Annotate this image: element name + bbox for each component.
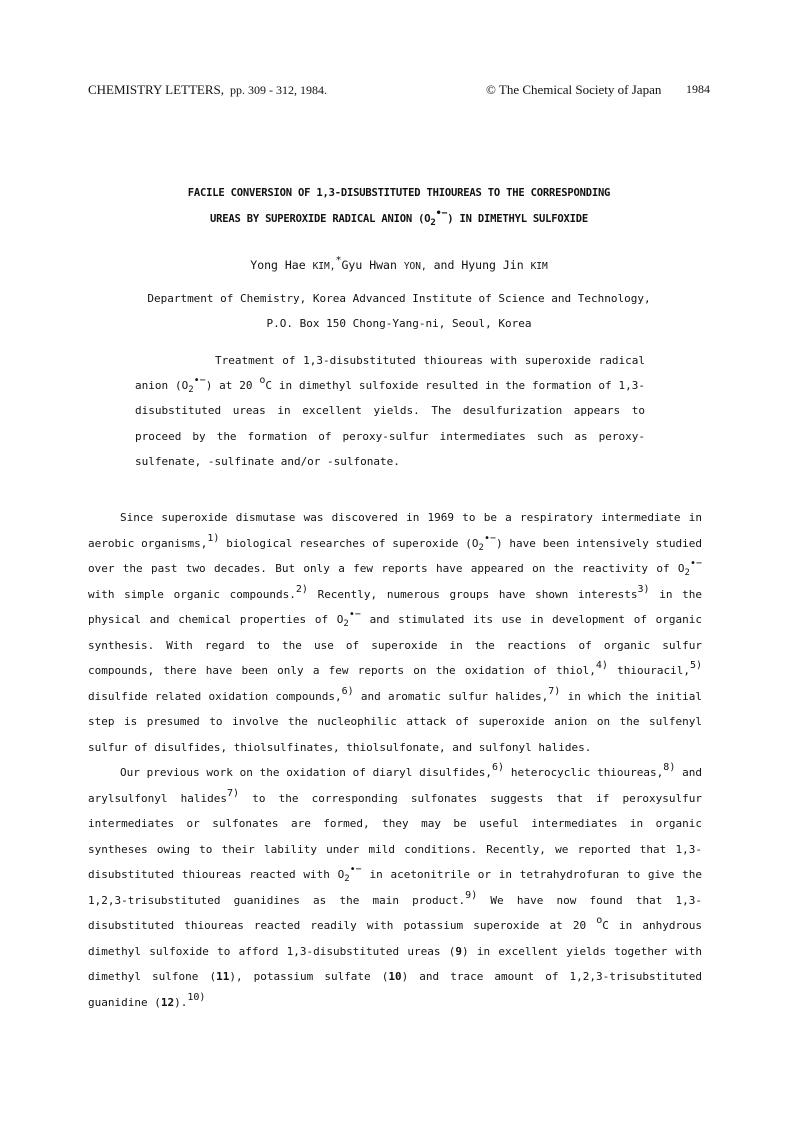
running-header: [88, 82, 710, 102]
citation-ref: 6): [341, 685, 354, 697]
corresponding-author-mark: *: [335, 255, 342, 266]
compound-number: 10: [388, 970, 402, 983]
affiliation-line-1: Department of Chemistry, Korea Advanced Institute of Science and Technology,: [147, 292, 651, 305]
compound-number: 12: [160, 995, 175, 1009]
citation-ref: 2): [295, 583, 308, 595]
abstract: [135, 348, 645, 474]
article-title: [88, 180, 710, 232]
citation-ref: 3): [637, 583, 650, 595]
page-range: pp. 309 - 312, 1984.: [230, 83, 328, 97]
affiliation: [88, 286, 710, 336]
abstract-text: Treatment of 1,3-disubstituted thioureas with superoxide radical anion $(O_2^{•-})$ at 20 $^o$C in dimethyl sulfoxide resulted in the formation of 1,3-disubstituted ureas in excellent yields. The desulfurization appears to proceed by the formation of peroxy-sulfur intermediates such as peroxy-sulfenate, -sulfinate and/or -sulfonate.: [135, 354, 645, 468]
author-list: Yong Hae KIM,*Gyu Hwan YON, and Hyung Jin KIM: [250, 255, 548, 272]
publication-year: 1984: [686, 82, 710, 96]
citation-ref: 7): [548, 685, 561, 697]
citation-ref: 5): [689, 660, 702, 671]
paragraph-1: Since superoxide dismutase was discovered in 1969 to be a respiratory intermediate in aerobic organisms,$^{1)}$ biological researches of superoxide $(O_2^{•-})$ have been intensively studied over the past two decades. But only a few reports have appeared on the reactivity of $O_2^{•-}$ with simple organic compounds.$^{2)}$ Recently, numerous groups have shown interests$^{3)}$ in the physical and chemical properties of $O_2^{•-}$ and stimulated its use in development of organic synthesis. With regard to the use of superoxide in the reactions of organic sulfur compounds, there have been only a few reports on the oxidation of thiol,$^{4)}$ thiouracil,$^{5)}$ disulfide related oxidation compounds,$^{6)}$ and aromatic sulfur halides,$^{7)}$ in which the initial step is presumed to involve the nucleophilic attack of superoxide anion on the sulfenyl sulfur of disulfides, thiolsulfinates, thiolsulfonate, and sulfonyl halides.: [88, 511, 702, 754]
journal-citation: [88, 82, 327, 98]
affiliation-line-2: P.O. Box 150 Chong-Yang-ni, Seoul, Korea: [266, 317, 532, 330]
copyright-notice: © The Chemical Society of Japan: [486, 82, 662, 97]
citation-ref: 9): [465, 889, 478, 901]
compound-number: 11: [216, 970, 230, 983]
journal-name: CHEMISTRY LETTERS,: [88, 82, 225, 97]
compound-number: 9: [455, 944, 463, 958]
body-text: [88, 505, 702, 1015]
citation-ref: 4): [595, 660, 608, 671]
citation-ref: 8): [663, 762, 676, 773]
citation-ref: 1): [207, 532, 220, 544]
citation-ref: 6): [492, 762, 505, 773]
title-line-1: FACILE CONVERSION OF 1,3-DISUBSTITUTED THIOUREAS TO THE CORRESPONDING: [187, 187, 611, 199]
title-line-2: UREAS BY SUPEROXIDE RADICAL ANION $(O_2^{•-})$ IN DIMETHYL SULFOXIDE: [209, 208, 589, 228]
citation-ref: 7): [227, 787, 240, 799]
citation-ref: 10): [187, 991, 206, 1003]
paragraph-2: Our previous work on the oxidation of diaryl disulfides,$^{6)}$ heterocyclic thioureas,$^{8)}$ and arylsulfonyl halides$^{7)}$ to the corresponding sulfonates suggests that if peroxysulfur intermediates or sulfonates are formed, they may be useful intermediates in organic syntheses owing to their lability under mild conditions. Recently, we reported that 1,3-disubstituted thioureas reacted with $O_2^{•-}$ in acetonitrile or in tetrahydrofuran to give the 1,2,3-trisubstituted guanidines as the main product.$^{9)}$ We have now found that 1,3-disubstituted thioureas reacted readily with potassium superoxide at 20 $^o$C in anhydrous dimethyl sulfoxide to afford 1,3-disubstituted ureas (9) in excellent yields together with dimethyl sulfone (11), potassium sulfate (10) and trace amount of 1,2,3-trisubstituted guanidine (12).$^{10)}$: [88, 762, 702, 1009]
